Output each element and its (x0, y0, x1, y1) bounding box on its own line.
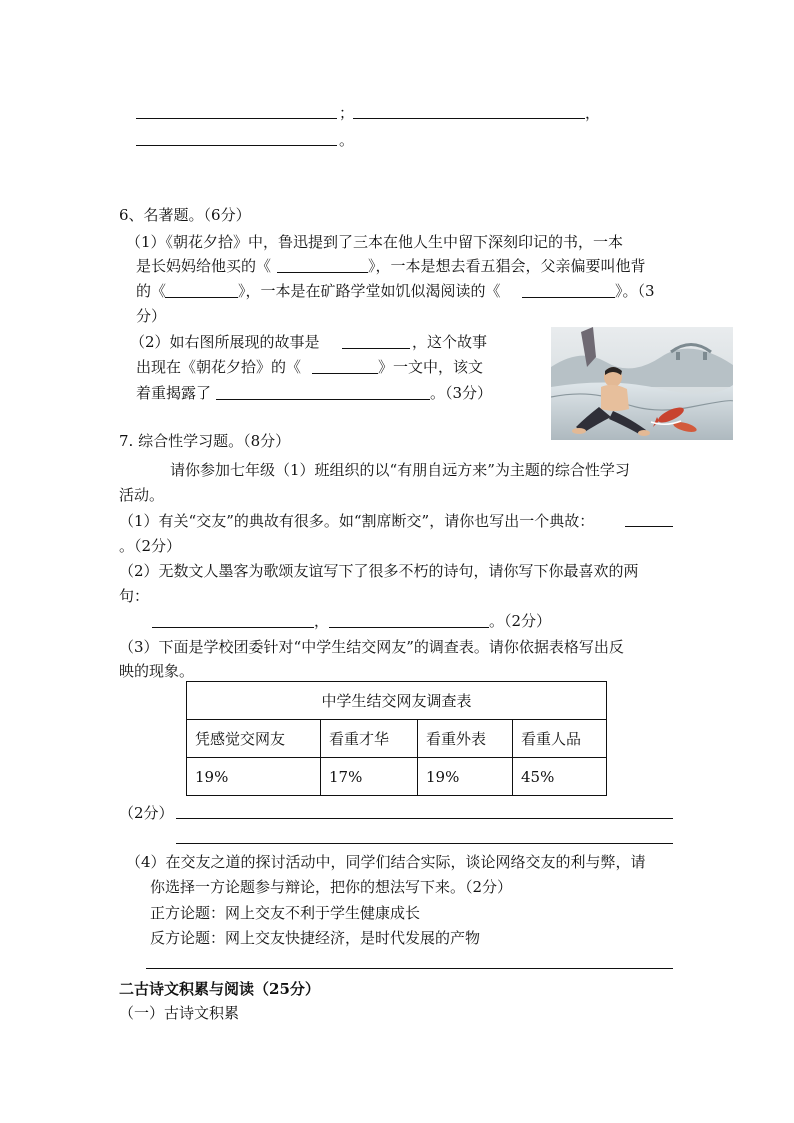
q7-s1-score: 。（2分） (119, 537, 182, 555)
q6-p1-line4: 分） (136, 307, 167, 325)
q6-p1-line2a: 是长妈妈给他买的《 (136, 257, 272, 275)
survey-header-feeling: 凭感觉交网友 (187, 720, 321, 758)
q6-p1-line3b: 》，一本是在矿路学堂如饥似渴阅读的《 (238, 282, 501, 300)
survey-value-looks: 19% (418, 758, 513, 796)
survey-table-title: 中学生结交网友调查表 (187, 682, 607, 720)
pro-topic: 正方论题：网上交友不利于学生健康成长 (150, 904, 421, 922)
q7-s4-line2: 你选择一方论题参与辩论，把你的想法写下来。（2分） (150, 878, 513, 896)
phenomenon-blank-1[interactable] (176, 818, 673, 819)
survey-value-feeling: 19% (187, 758, 321, 796)
article-blank[interactable] (312, 373, 378, 374)
q7-intro-line1: 请你参加七年级（1）班组织的以“有朋自远方来”为主题的综合性学习 (170, 461, 630, 479)
book2-blank[interactable] (165, 297, 238, 298)
survey-table (186, 681, 607, 796)
reveal-blank[interactable] (216, 399, 430, 400)
q6-p1-line3c: 》。（3 (615, 282, 655, 300)
book3-blank[interactable] (522, 297, 615, 298)
q6-p1-line3a: 的《 (136, 282, 167, 300)
story-illustration (551, 327, 733, 440)
phenomenon-blank-2[interactable] (176, 843, 673, 844)
survey-header-looks: 看重外表 (418, 720, 513, 758)
q7-s2-line2: 句： (119, 587, 150, 605)
survey-value-character: 45% (513, 758, 607, 796)
q7-s3-line2: 映的现象。 (119, 662, 195, 680)
q7-s2-text: （2）无数文人墨客为歌颂友谊写下了很多不朽的诗句，请你写下你最喜欢的两 (119, 562, 639, 580)
q6-p1-line2b: 》，一本是想去看五猖会，父亲偏要叫他背 (368, 257, 646, 275)
answer-line-3[interactable] (136, 145, 337, 146)
q6-p1-line1: （1）《朝花夕拾》中，鲁迅提到了三本在他人生中留下深刻印记的书，一本 (126, 233, 624, 251)
survey-header-character: 看重人品 (513, 720, 607, 758)
q6-title: 6、名著题。（6分） (119, 206, 251, 224)
section2-title: 二古诗文积累与阅读（25分） (119, 980, 320, 998)
q6-p2-line3b: 。（3分） (430, 384, 493, 402)
con-topic: 反方论题：网上交友快捷经济，是时代发展的产物 (150, 929, 481, 947)
survey-header-talent: 看重才华 (321, 720, 418, 758)
book1-blank[interactable] (277, 272, 368, 273)
q7-s2-score: 。（2分） (489, 612, 552, 630)
q7-s1-text: （1）有关“交友”的典故有很多。如“割席断交”，请你也写出一个典故： (119, 512, 595, 530)
semicolon-mark: ； (339, 104, 355, 122)
story-blank[interactable] (342, 348, 410, 349)
answer-line-2[interactable] (353, 118, 585, 119)
section2-subtitle: （一）古诗文积累 (119, 1004, 240, 1022)
q6-p2-line1b: ，这个故事 (412, 333, 488, 351)
q6-p2-line1a: （2）如右图所展现的故事是 (130, 333, 320, 351)
poem-blank-1[interactable] (152, 627, 314, 628)
answer-line-1[interactable] (136, 118, 337, 119)
allusion-blank[interactable] (625, 526, 673, 527)
comma-mark: ， (585, 104, 601, 122)
q7-intro-line2: 活动。 (119, 486, 165, 504)
q6-p2-line3a: 着重揭露了 (136, 384, 212, 402)
q7-title: 7. 综合性学习题。（8分） (119, 432, 291, 450)
q6-p2-line2a: 出现在《朝花夕拾》的《 (136, 358, 302, 376)
period-mark: 。 (339, 131, 355, 149)
poem-blank-2[interactable] (329, 627, 489, 628)
q6-p2-line2b: 》一文中，该文 (378, 358, 484, 376)
q7-s4-text: （4）在交友之道的探讨活动中，同学们结合实际，谈论网络交友的利与弊，请 (126, 853, 646, 871)
q7-s3-text: （3）下面是学校团委针对“中学生结交网友”的调查表。请你依据表格写出反 (119, 638, 624, 656)
survey-value-talent: 17% (321, 758, 418, 796)
q7-s3-score: （2分） (119, 804, 174, 822)
debate-blank[interactable] (146, 968, 673, 969)
q7-s2-comma: ， (314, 612, 330, 630)
